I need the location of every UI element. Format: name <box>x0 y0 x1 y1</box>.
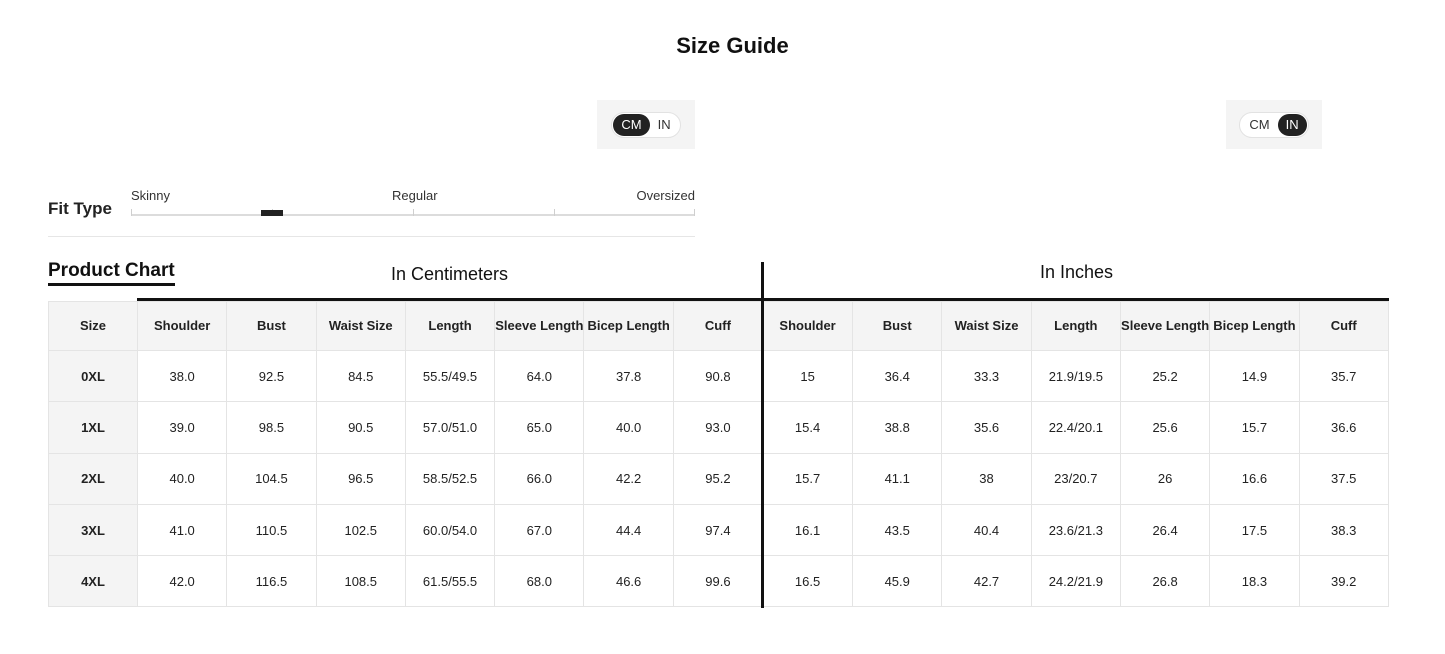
unit-cm-button[interactable]: CM <box>1249 116 1270 132</box>
cm-value-cell: 41.0 <box>138 504 227 555</box>
column-header-in: Bicep Length <box>1210 302 1299 351</box>
fit-indicator <box>261 210 283 216</box>
column-header-in: Shoulder <box>763 302 853 351</box>
cm-value-cell: 40.0 <box>584 402 673 453</box>
fit-type-scale <box>131 187 695 217</box>
in-value-cell: 45.9 <box>853 556 942 607</box>
column-header-cm: Bust <box>227 302 316 351</box>
in-value-cell: 42.7 <box>942 556 1031 607</box>
in-section-label: In Inches <box>1039 262 1114 282</box>
cm-value-cell: 57.0/51.0 <box>405 402 494 453</box>
cm-section-label: In Centimeters <box>390 264 509 284</box>
cm-value-cell: 40.0 <box>138 453 227 504</box>
in-value-cell: 38.3 <box>1299 504 1388 555</box>
table-row <box>49 504 1389 555</box>
divider <box>48 236 695 237</box>
size-cell: 0XL <box>49 351 138 402</box>
fit-option-skinny: Skinny <box>131 188 171 203</box>
column-header-cm: Waist Size <box>316 302 405 351</box>
fit-type-label: Fit Type <box>48 199 112 218</box>
in-value-cell: 25.6 <box>1120 402 1209 453</box>
column-header-in: Length <box>1031 302 1120 351</box>
in-value-cell: 25.2 <box>1120 351 1209 402</box>
in-value-cell: 26.8 <box>1120 556 1209 607</box>
fit-tick <box>554 209 555 216</box>
cm-value-cell: 92.5 <box>227 351 316 402</box>
in-value-cell: 18.3 <box>1210 556 1299 607</box>
in-value-cell: 36.4 <box>853 351 942 402</box>
cm-value-cell: 46.6 <box>584 556 673 607</box>
cm-value-cell: 90.5 <box>316 402 405 453</box>
in-value-cell: 37.5 <box>1299 453 1388 504</box>
in-value-cell: 35.6 <box>942 402 1031 453</box>
in-value-cell: 26.4 <box>1120 504 1209 555</box>
cm-value-cell: 98.5 <box>227 402 316 453</box>
table-row <box>49 402 1389 453</box>
fit-option-regular: Regular <box>392 188 438 203</box>
in-value-cell: 16.1 <box>763 504 853 555</box>
in-value-cell: 23/20.7 <box>1031 453 1120 504</box>
in-value-cell: 21.9/19.5 <box>1031 351 1120 402</box>
size-cell: 3XL <box>49 504 138 555</box>
cm-value-cell: 66.0 <box>495 453 584 504</box>
column-header-in: Bust <box>853 302 942 351</box>
cm-value-cell: 64.0 <box>495 351 584 402</box>
column-header-cm: Length <box>405 302 494 351</box>
column-header-in: Sleeve Length <box>1120 302 1209 351</box>
size-cell: 2XL <box>49 453 138 504</box>
in-value-cell: 15.4 <box>763 402 853 453</box>
cm-value-cell: 58.5/52.5 <box>405 453 494 504</box>
in-value-cell: 16.5 <box>763 556 853 607</box>
in-value-cell: 41.1 <box>853 453 942 504</box>
cm-value-cell: 108.5 <box>316 556 405 607</box>
cm-value-cell: 38.0 <box>138 351 227 402</box>
in-value-cell: 24.2/21.9 <box>1031 556 1120 607</box>
cm-value-cell: 42.0 <box>138 556 227 607</box>
column-header-size: Size <box>49 302 138 351</box>
column-header-cm: Bicep Length <box>584 302 673 351</box>
unit-toggle-panel-right <box>1226 100 1322 149</box>
size-table-wrapper <box>48 301 1389 607</box>
in-value-cell: 26 <box>1120 453 1209 504</box>
column-header-cm: Shoulder <box>138 302 227 351</box>
unit-cm-button[interactable]: CM <box>613 114 649 136</box>
in-value-cell: 33.3 <box>942 351 1031 402</box>
in-value-cell: 38 <box>942 453 1031 504</box>
in-value-cell: 35.7 <box>1299 351 1388 402</box>
in-value-cell: 17.5 <box>1210 504 1299 555</box>
cm-value-cell: 102.5 <box>316 504 405 555</box>
cm-value-cell: 95.2 <box>673 453 762 504</box>
in-value-cell: 15.7 <box>1210 402 1299 453</box>
unit-toggle-right <box>1239 112 1308 138</box>
section-divider <box>761 262 764 608</box>
column-header-cm: Sleeve Length <box>495 302 584 351</box>
unit-in-button[interactable]: IN <box>1278 114 1307 136</box>
cm-value-cell: 97.4 <box>673 504 762 555</box>
in-value-cell: 40.4 <box>942 504 1031 555</box>
unit-in-button[interactable]: IN <box>657 116 671 132</box>
cm-value-cell: 42.2 <box>584 453 673 504</box>
column-header-in: Waist Size <box>942 302 1031 351</box>
size-cell: 1XL <box>49 402 138 453</box>
cm-value-cell: 60.0/54.0 <box>405 504 494 555</box>
in-value-cell: 39.2 <box>1299 556 1388 607</box>
fit-tick <box>131 209 132 216</box>
cm-value-cell: 116.5 <box>227 556 316 607</box>
product-chart-title: Product Chart <box>48 260 175 286</box>
size-cell: 4XL <box>49 556 138 607</box>
cm-value-cell: 104.5 <box>227 453 316 504</box>
in-value-cell: 38.8 <box>853 402 942 453</box>
cm-value-cell: 93.0 <box>673 402 762 453</box>
cm-value-cell: 99.6 <box>673 556 762 607</box>
cm-value-cell: 65.0 <box>495 402 584 453</box>
cm-value-cell: 37.8 <box>584 351 673 402</box>
in-value-cell: 22.4/20.1 <box>1031 402 1120 453</box>
table-row <box>49 351 1389 402</box>
fit-option-oversized: Oversized <box>636 188 695 203</box>
page-title: Size Guide <box>676 33 789 58</box>
in-value-cell: 15 <box>763 351 853 402</box>
cm-value-cell: 44.4 <box>584 504 673 555</box>
in-value-cell: 36.6 <box>1299 402 1388 453</box>
table-row <box>49 556 1389 607</box>
cm-value-cell: 67.0 <box>495 504 584 555</box>
column-header-cm: Cuff <box>673 302 762 351</box>
in-value-cell: 16.6 <box>1210 453 1299 504</box>
cm-value-cell: 96.5 <box>316 453 405 504</box>
in-value-cell: 14.9 <box>1210 351 1299 402</box>
fit-tick <box>413 209 414 216</box>
fit-tick <box>694 209 695 216</box>
cm-value-cell: 61.5/55.5 <box>405 556 494 607</box>
in-value-cell: 23.6/21.3 <box>1031 504 1120 555</box>
cm-value-cell: 110.5 <box>227 504 316 555</box>
unit-toggle-panel-left <box>597 100 695 149</box>
cm-value-cell: 84.5 <box>316 351 405 402</box>
in-value-cell: 15.7 <box>763 453 853 504</box>
table-row <box>49 453 1389 504</box>
in-value-cell: 43.5 <box>853 504 942 555</box>
cm-value-cell: 90.8 <box>673 351 762 402</box>
cm-value-cell: 55.5/49.5 <box>405 351 494 402</box>
size-table <box>48 301 1389 607</box>
cm-value-cell: 39.0 <box>138 402 227 453</box>
table-header-row <box>49 302 1389 351</box>
column-header-in: Cuff <box>1299 302 1388 351</box>
unit-toggle-left <box>611 112 680 138</box>
cm-value-cell: 68.0 <box>495 556 584 607</box>
